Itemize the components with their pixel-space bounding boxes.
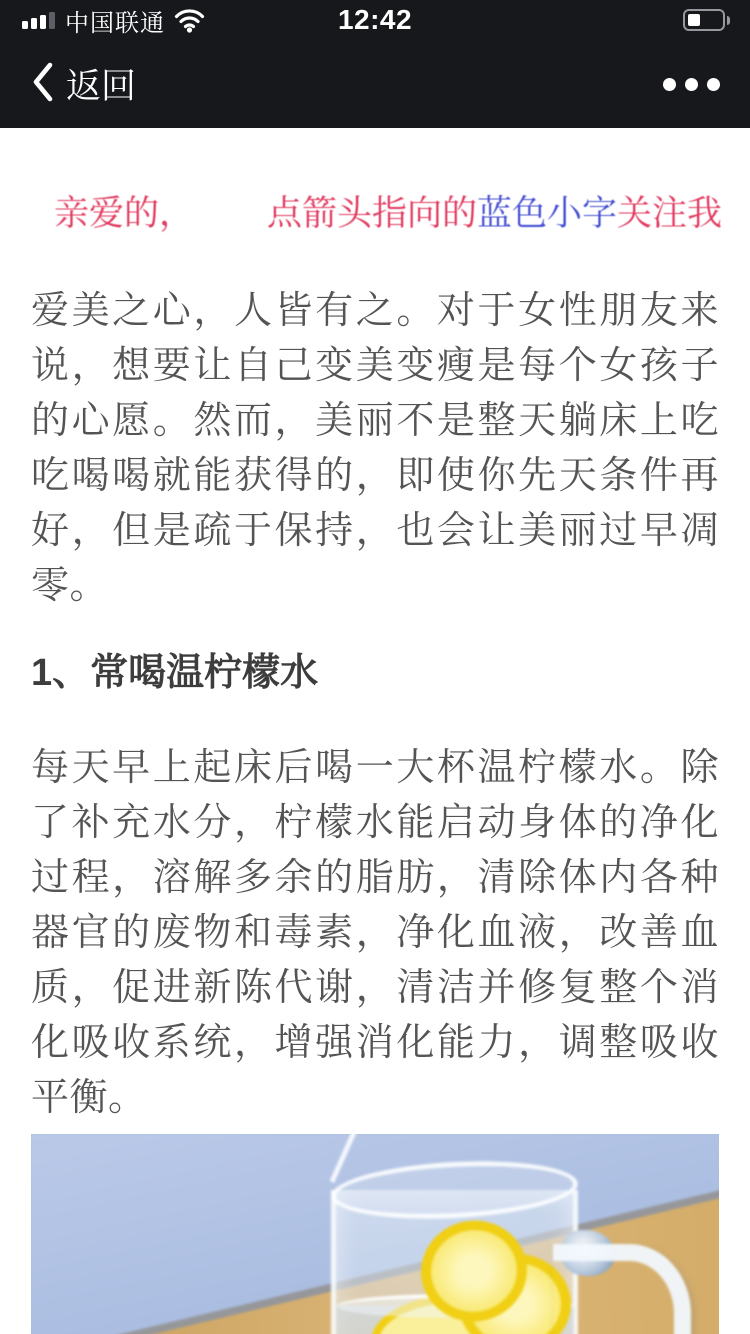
paragraph-intro: 爱美之心，人皆有之。对于女性朋友来说，想要让自己变美变瘦是每个女孩子的心愿。然而，美丽不是整天躺床上吃吃喝喝就能获得的，即使你先天条件再好，但是疏于保持，也会让美丽过早凋零。 [31,290,719,607]
battery-tip [727,16,730,25]
banner-line [31,190,723,238]
section-heading-1: 1、常喝温柠檬水 [31,652,319,694]
ellipsis-icon [663,78,720,91]
back-button-label: 返回 [66,67,137,106]
clock: 12:42 [337,4,413,35]
status-bar [0,0,750,40]
article-image-lemon-water[interactable] [31,1134,719,1334]
nav-bar [0,40,750,128]
banner-arrow-text: 点箭头指向的 [267,194,478,233]
battery-level [688,14,700,26]
banner-dear-text: 亲爱的， [54,194,195,233]
article-content [0,190,750,1334]
banner-blue-text: 蓝色小字 [477,194,618,233]
carrier-label: 中国联通 [65,9,165,37]
paragraph-tip-1: 每天早上起床后喝一大杯温柠檬水。除了补充水分，柠檬水能启动身体的净化过程，溶解多余的脂肪，清除体内各种器官的废物和毒素，净化血液，改善血质，促进新陈代谢，清洁并修复整个消化吸收系统，增强消化能力，调整吸收平衡。 [31,747,719,1119]
photo-scene [31,1134,719,1334]
battery-icon [683,9,725,31]
status-right-group [683,9,730,31]
more-menu-button[interactable] [663,68,720,101]
chevron-left-icon [30,60,56,109]
back-button[interactable] [30,59,136,109]
banner-follow-text: 关注我 [617,194,723,233]
